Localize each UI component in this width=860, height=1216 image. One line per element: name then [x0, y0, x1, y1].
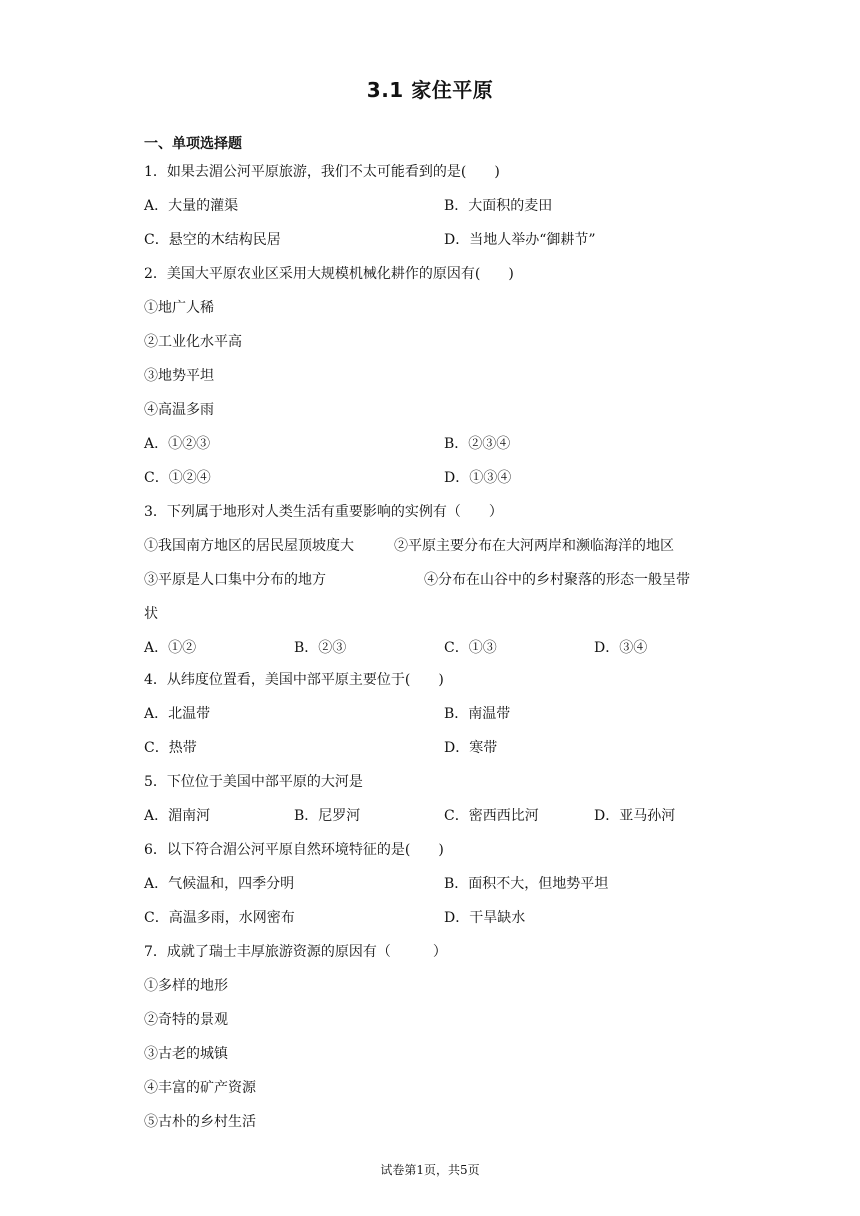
question-2-option-b: B．②③④ [444, 436, 511, 452]
question-5-stem: 5．下位位于美国中部平原的大河是 [144, 774, 363, 790]
question-3-stem: 3．下列属于地形对人类生活有重要影响的实例有（ ） [144, 504, 503, 520]
question-3-statement-1: ①我国南方地区的居民屋顶坡度大 [144, 538, 354, 554]
question-7-stem: 7．成就了瑞士丰厚旅游资源的原因有（ ） [144, 944, 447, 960]
question-4-option-d: D．寒带 [444, 740, 498, 756]
question-5-option-b: B．尼罗河 [294, 808, 361, 824]
question-6-option-c: C．高温多雨，水网密布 [144, 910, 295, 926]
question-3-option-c: C．①③ [444, 640, 497, 656]
question-4-option-b: B．南温带 [444, 706, 511, 722]
question-1-stem: 1．如果去湄公河平原旅游，我们不太可能看到的是( ) [144, 164, 500, 180]
question-2-option-c: C．①②④ [144, 470, 211, 486]
question-7-statement-1: ①多样的地形 [144, 978, 228, 994]
question-4-option-a: A．北温带 [144, 706, 211, 722]
question-3-statement-4-continued: 状 [144, 606, 158, 622]
question-4-option-c: C．热带 [144, 740, 197, 756]
question-2-statement-4: ④高温多雨 [144, 402, 214, 418]
section-heading: 一、单项选择题 [144, 136, 242, 152]
question-6-option-b: B．面积不大，但地势平坦 [444, 876, 609, 892]
question-2-option-a: A．①②③ [144, 436, 211, 452]
question-5-option-d: D．亚马孙河 [594, 808, 676, 824]
question-2-stem: 2．美国大平原农业区采用大规模机械化耕作的原因有( ) [144, 266, 514, 282]
question-6-stem: 6．以下符合湄公河平原自然环境特征的是( ) [144, 842, 444, 858]
question-7-statement-5: ⑤古朴的乡村生活 [144, 1114, 256, 1130]
question-3-statement-4: ④分布在山谷中的乡村聚落的形态一般呈带 [424, 572, 690, 588]
page-footer: 试卷第1页，共5页 [380, 1163, 480, 1177]
question-5-option-c: C．密西西比河 [444, 808, 539, 824]
question-2-statement-2: ②工业化水平高 [144, 334, 242, 350]
question-6-option-a: A．气候温和，四季分明 [144, 876, 295, 892]
question-3-statement-2: ②平原主要分布在大河两岸和濒临海洋的地区 [394, 538, 674, 554]
question-3-statement-3: ③平原是人口集中分布的地方 [144, 572, 326, 588]
page-title: 3.1 家住平原 [366, 78, 494, 102]
question-7-statement-3: ③古老的城镇 [144, 1046, 228, 1062]
question-1-option-c: C．悬空的木结构民居 [144, 232, 281, 248]
question-1-option-b: B．大面积的麦田 [444, 198, 553, 214]
question-7-statement-2: ②奇特的景观 [144, 1012, 228, 1028]
question-3-option-d: D．③④ [594, 640, 648, 656]
question-6-option-d: D．干旱缺水 [444, 910, 526, 926]
question-5-option-a: A．湄南河 [144, 808, 211, 824]
question-2-statement-3: ③地势平坦 [144, 368, 214, 384]
question-2-statement-1: ①地广人稀 [144, 300, 214, 316]
question-3-option-b: B．②③ [294, 640, 347, 656]
question-7-statement-4: ④丰富的矿产资源 [144, 1080, 256, 1096]
question-1-option-d: D．当地人举办“御耕节” [444, 232, 596, 248]
question-2-option-d: D．①③④ [444, 470, 512, 486]
question-4-stem: 4．从纬度位置看，美国中部平原主要位于( ) [144, 672, 444, 688]
question-3-option-a: A．①② [144, 640, 197, 656]
question-1-option-a: A．大量的灌渠 [144, 198, 239, 214]
